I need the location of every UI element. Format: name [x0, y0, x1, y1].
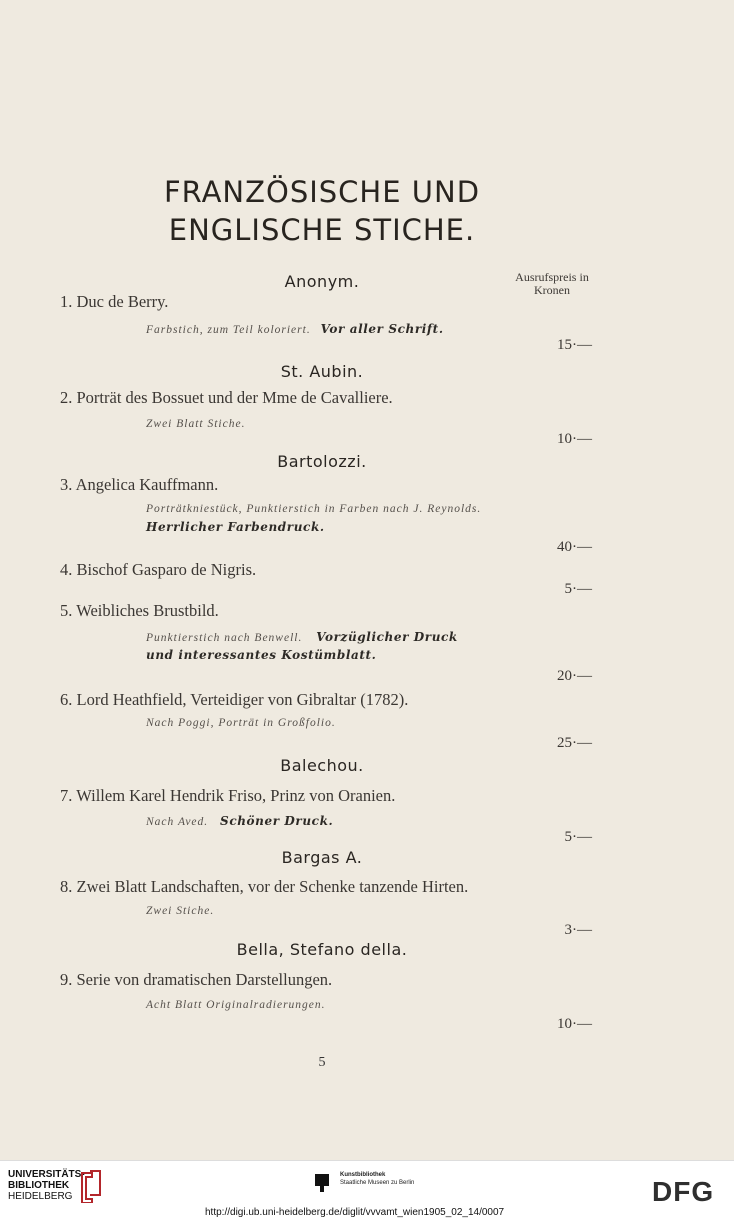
artist-heading: Anonym. — [284, 272, 360, 291]
university-line-3: HEIDELBERG — [8, 1191, 73, 1202]
item-price: 40·— — [557, 539, 592, 555]
catalog-item-6: 6. Lord Heathfield, Verteidiger von Gibraltar (1782). — [60, 690, 409, 709]
note-text: Farbstich, zum Teil koloriert. — [146, 324, 311, 336]
page-title-line-2: ENGLISCHE STICHE. — [168, 213, 476, 247]
artist-heading: Bella, Stefano della. — [236, 940, 408, 959]
dfg-logo[interactable]: DFG — [652, 1176, 715, 1207]
artist-heading: Balechou. — [280, 756, 364, 775]
note-text: Punktierstich nach Benwell. — [146, 632, 303, 644]
item-price: 3·— — [564, 922, 592, 938]
item-note — [146, 630, 458, 644]
price-column-header: Ausrufspreis in Kronen — [515, 270, 589, 297]
artist-heading: Bartolozzi. — [277, 452, 367, 471]
item-note: Acht Blatt Originalradierungen. — [146, 999, 326, 1011]
note-emphasis-continued: und interessantes Kostümblatt. — [146, 648, 377, 662]
note-emphasis: Herrlicher Farbendruck. — [146, 520, 325, 534]
item-note: Porträtkniestück, Punktierstich in Farben nach J. Reynolds. — [146, 503, 482, 515]
artist-heading: Bargas A. — [281, 848, 363, 867]
university-library-logo[interactable] — [8, 1169, 85, 1202]
catalog-item-1: 1. Duc de Berry. — [60, 292, 169, 311]
note-emphasis: Vorzüglicher Druck — [316, 630, 458, 644]
item-note: Nach Poggi, Porträt in Großfolio. — [146, 717, 336, 729]
page-title-line-1: FRANZÖSISCHE UND — [163, 175, 481, 209]
kunstbibliothek-logo-icon — [315, 1174, 331, 1192]
item-price: 20·— — [557, 668, 592, 684]
viewer-footer — [0, 1160, 734, 1221]
item-note — [146, 814, 333, 828]
page-number: 5 — [318, 1055, 326, 1070]
permalink-url[interactable]: http://digi.ub.uni-heidelberg.de/diglit/vvvamt_wien1905_02_14/0007 — [205, 1207, 505, 1218]
kunstbibliothek-name: Kunstbibliothek — [340, 1172, 386, 1178]
item-price: 5·— — [564, 829, 592, 845]
kunstbibliothek-subtitle: Staatliche Museen zu Berlin — [340, 1180, 415, 1186]
catalog-item-2: 2. Porträt des Bossuet und der Mme de Cavalliere. — [60, 388, 393, 407]
catalog-item-5: 5. Weibliches Brustbild. — [60, 601, 219, 620]
item-note: Zwei Stiche. — [146, 905, 215, 917]
item-price: 10·— — [557, 1016, 592, 1032]
item-price: 5·— — [564, 581, 592, 597]
note-text: Nach Aved. — [146, 816, 209, 828]
note-emphasis: Schöner Druck. — [220, 814, 334, 828]
catalog-item-8: 8. Zwei Blatt Landschaften, vor der Schenke tanzende Hirten. — [60, 877, 469, 896]
library-emblem-icon — [78, 1169, 104, 1203]
university-line-2: BIBLIOTHEK — [8, 1180, 70, 1191]
item-note — [146, 322, 444, 336]
kunstbibliothek-label[interactable] — [340, 1171, 414, 1187]
catalog-item-7: 7. Willem Karel Hendrik Friso, Prinz von Oranien. — [60, 786, 396, 805]
item-note: Zwei Blatt Stiche. — [146, 418, 246, 430]
artist-heading: St. Aubin. — [280, 362, 364, 381]
item-price: 15·— — [557, 337, 592, 353]
catalog-item-4: 4. Bischof Gasparo de Nigris. — [60, 560, 257, 579]
item-price: 25·— — [557, 735, 592, 751]
university-line-1: UNIVERSITÄTS- — [8, 1169, 85, 1180]
item-price: 10·— — [557, 431, 592, 447]
catalog-item-9: 9. Serie von dramatischen Darstellungen. — [60, 970, 333, 989]
note-emphasis: Vor aller Schrift. — [320, 322, 444, 336]
catalog-item-3: 3. Angelica Kauffmann. — [60, 475, 219, 494]
